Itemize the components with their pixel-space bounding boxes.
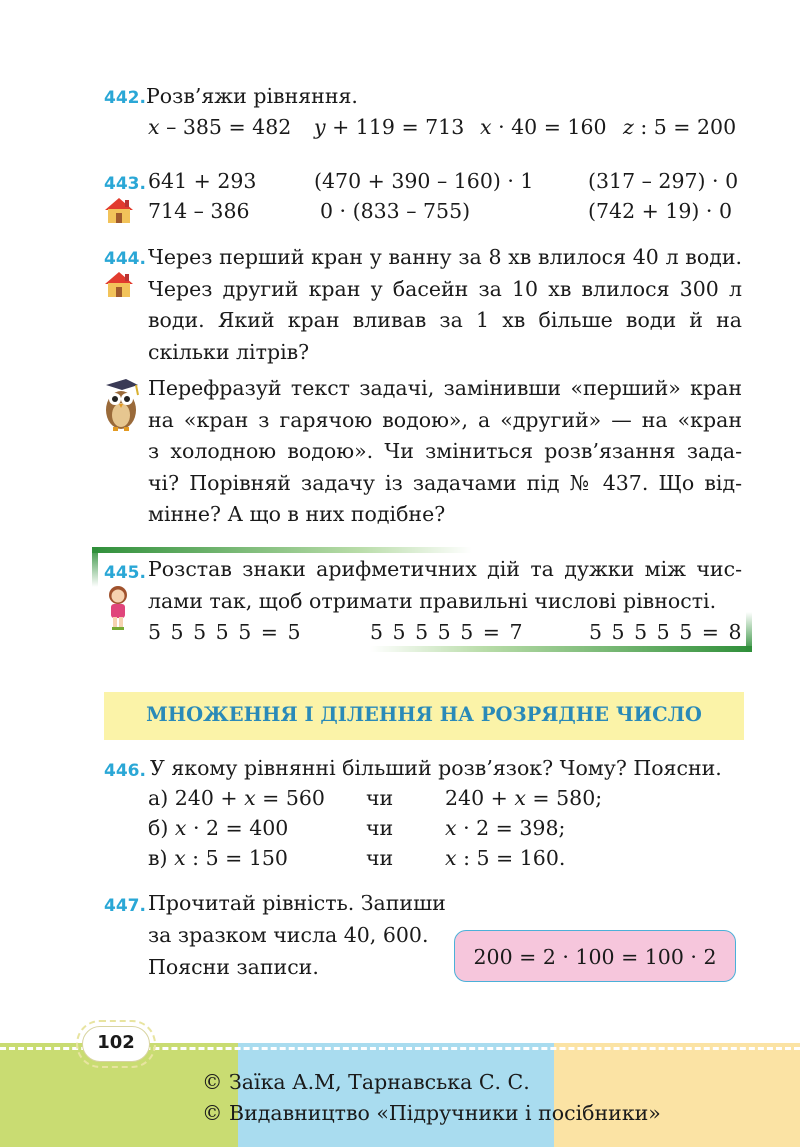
or-word: чи: [366, 816, 394, 840]
frame-top-bar: [92, 547, 472, 553]
equation-442-4: z : 5 = 200: [623, 115, 737, 139]
expr-443-2-3: (742 + 19) · 0: [588, 199, 733, 223]
task-number-445: 445.: [104, 563, 146, 583]
task-444-text: [148, 242, 742, 368]
text-line: за зразком числа 40, 600.: [148, 923, 429, 947]
frame-right-bar: [746, 612, 752, 652]
text-line: на «кран з гарячою водою», а «другий» — на «кран: [148, 407, 742, 432]
house-icon: [103, 270, 135, 298]
equation-446-b-right: x · 2 = 398;: [445, 816, 566, 840]
text-line: чі? Порівняй задачу із задачами під № 437. Що від-: [148, 470, 742, 495]
owl-icon: [98, 377, 144, 433]
expr-443-1-2: (470 + 390 – 160) · 1: [314, 169, 534, 193]
page-number: 102: [97, 1032, 135, 1053]
text-line: Через другий кран у басейн за 10 хв влилося 300 л: [148, 276, 742, 301]
equation-445-3: 5 5 5 5 5 = 8: [589, 620, 742, 644]
expr-443-2-2: 0 · (833 – 755): [320, 199, 471, 223]
owl-task-text: [148, 373, 742, 531]
equation-445-2: 5 5 5 5 5 = 7: [370, 620, 523, 644]
task-446-text: У якому рівнянні більший розв’язок? Чому? Поясни.: [150, 756, 722, 780]
section-title: МНОЖЕННЯ І ДІЛЕННЯ НА РОЗРЯДНЕ ЧИСЛО: [146, 703, 702, 726]
text-line: лами так, щоб отримати правильні числові рівності.: [148, 588, 717, 613]
or-word: чи: [366, 846, 394, 870]
text-line: Прочитай рівність. Запиши: [148, 891, 446, 915]
equation-446-a-right: 240 + x = 580;: [445, 786, 603, 810]
text-line: Поясни записи.: [148, 955, 319, 979]
sample-equation: 200 = 2 · 100 = 100 · 2: [473, 945, 717, 969]
equation-446-a: а) 240 + x = 560: [148, 786, 325, 810]
expr-443-2-1: 714 – 386: [148, 199, 250, 223]
equation-446-c: в) x : 5 = 150: [148, 846, 288, 870]
text-line: з холодною водою». Чи зміниться розв’язання зада-: [148, 439, 742, 463]
text-line: скільки літрів?: [148, 339, 310, 364]
task-number-447: 447.: [104, 896, 146, 916]
task-number-444: 444.: [104, 249, 146, 269]
copyright-authors: © Заїка А.М, Тарнавська С. С.: [202, 1070, 530, 1094]
equation-442-1: x – 385 = 482: [148, 115, 292, 139]
expr-443-1-1: 641 + 293: [148, 169, 257, 193]
text-line: мінне? А що в них подібне?: [148, 502, 446, 526]
task-number-446: 446.: [104, 761, 146, 781]
footer-band-yellow: [554, 1043, 800, 1147]
footer-band-blue: [238, 1043, 554, 1147]
text-line: Розстав знаки арифметичних дій та дужки між чис-: [148, 557, 742, 581]
frame-left-bar: [92, 547, 98, 587]
task-445-text: [148, 554, 742, 617]
frame-bottom-bar: [370, 646, 752, 652]
task-number-442: 442.: [104, 88, 146, 108]
text-line: Перефразуй текст задачі, замінивши «перший» кран: [148, 376, 742, 400]
house-icon: [103, 196, 135, 224]
text-line: води. Який кран вливав за 1 хв більше води й на: [148, 308, 742, 332]
task-442-text: Розв’яжи рівняння.: [146, 84, 358, 108]
equation-445-1: 5 5 5 5 5 = 5: [148, 620, 301, 644]
girl-icon: [104, 584, 132, 632]
expr-443-1-3: (317 – 297) · 0: [588, 169, 739, 193]
equation-446-b: б) x · 2 = 400: [148, 816, 289, 840]
text-line: Через перший кран у ванну за 8 хв влилося 40 л води.: [148, 245, 742, 269]
copyright-publisher: © Видавництво «Підручники і посібники»: [202, 1101, 661, 1125]
equation-446-c-right: x : 5 = 160.: [445, 846, 566, 870]
equation-442-3: x · 40 = 160: [480, 115, 607, 139]
or-word: чи: [366, 786, 394, 810]
equation-442-2: y + 119 = 713: [314, 115, 465, 139]
task-number-443: 443.: [104, 174, 146, 194]
